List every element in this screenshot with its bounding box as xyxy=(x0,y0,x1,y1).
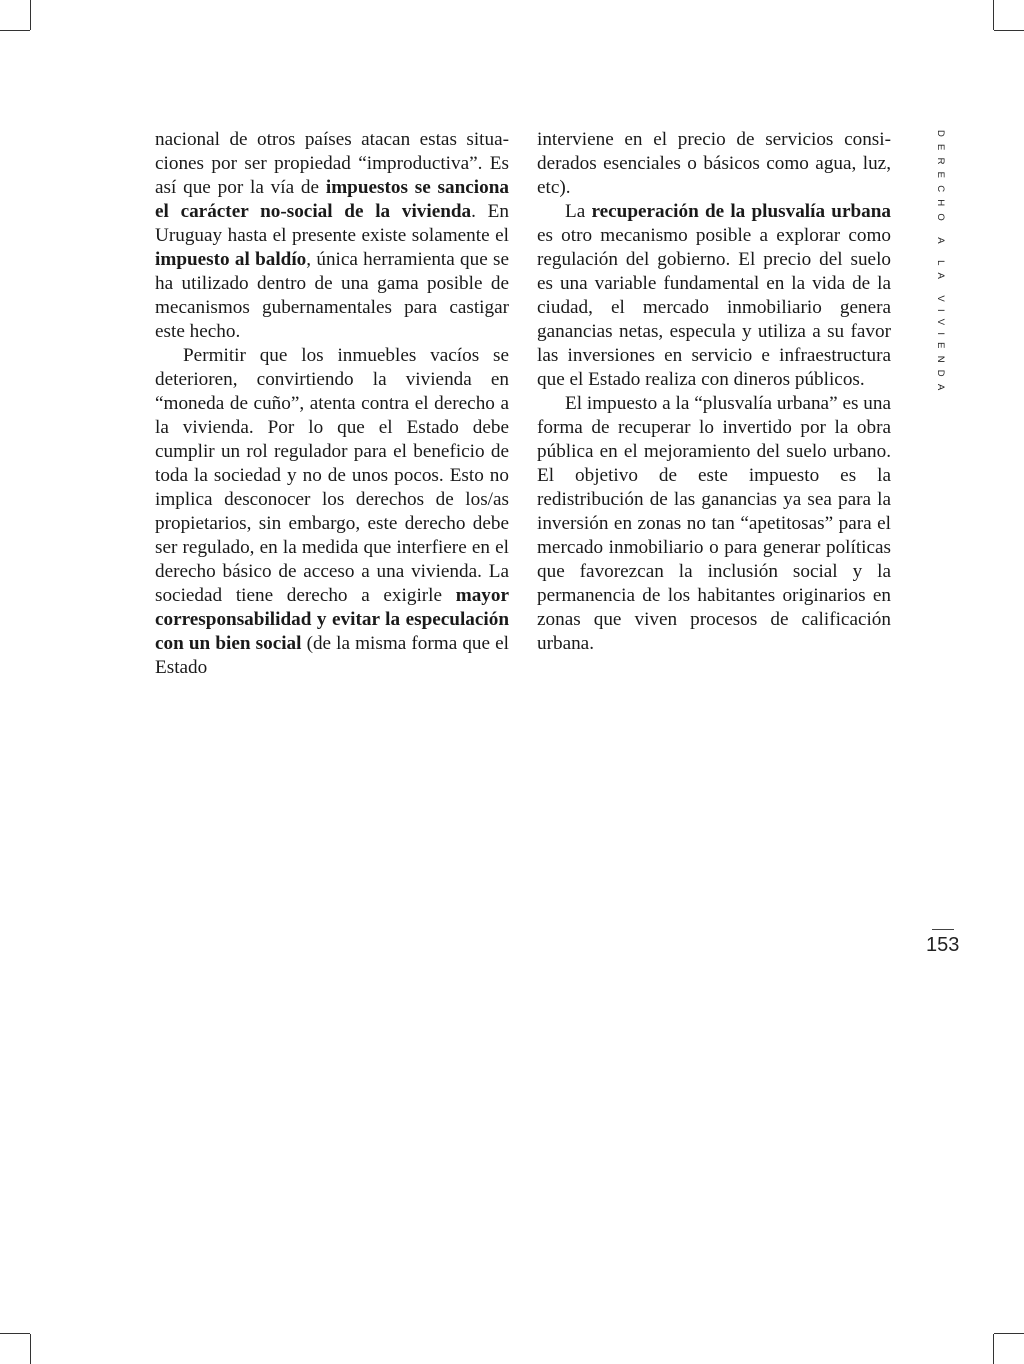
crop-mark-bottom-left-vertical xyxy=(30,1334,31,1364)
crop-mark-top-right-vertical xyxy=(993,0,994,30)
text-run: El impuesto a la “plusvalía urbana” es una forma de recuperar lo invertido por la obra pública en el mejoramiento del suelo urbano. El objetivo de este impuesto es la redistribución de las ganancias ya sea para la inversión en zonas no tan “apetitosas” para el mercado inmobiliario o para generar políticas que favorezcan la inclusión social y la permanencia de los habitantes originarios en zonas que viven procesos de calificación urbana. xyxy=(537,393,891,654)
text-run: . En Uruguay hasta el presente existe solamente el xyxy=(155,201,509,246)
text-run: es otro mecanismo posible a explorar como regulación del gobierno. El precio del suelo es una variable fundamental en la vida de la ciudad, el mercado inmobiliario genera ganancias netas, especula y utiliza a su favor las inversiones en servicio e infraestructura que el Estado realiza con dineros públicos. xyxy=(537,225,891,390)
page-number-rule xyxy=(932,929,954,930)
page-number: 153 xyxy=(926,934,960,956)
crop-mark-top-left-vertical xyxy=(30,0,31,30)
crop-mark-bottom-right-vertical xyxy=(993,1334,994,1364)
paragraph xyxy=(537,128,891,200)
text-run: , única herramienta que se ha utilizado dentro de una gama posible de mecanismos gubernamentales para castigar este hecho. xyxy=(155,249,509,342)
bold-text: impuestos se sanciona el carácter no-social de la vivienda xyxy=(155,177,509,222)
text-run: interviene en el precio de servicios considerados esenciales o básicos como agua, luz, etc). xyxy=(537,129,891,198)
paragraph xyxy=(537,200,891,392)
crop-mark-bottom-right-horizontal xyxy=(994,1333,1024,1334)
bold-text: recuperación de la plusvalía urbana xyxy=(591,201,891,222)
left-column xyxy=(155,128,509,680)
paragraph xyxy=(155,128,509,344)
crop-mark-bottom-left-horizontal xyxy=(0,1333,30,1334)
crop-mark-top-left-horizontal xyxy=(0,30,30,31)
text-run: La xyxy=(565,201,592,222)
text-run: nacional de otros países atacan estas situaciones por ser propiedad “improductiva”. Es así que por la vía de xyxy=(155,129,509,198)
crop-mark-top-right-horizontal xyxy=(994,30,1024,31)
right-column xyxy=(537,128,891,656)
text-run: Permitir que los inmuebles vacíos se deterioren, convirtiendo la vivienda en “moneda de cuño”, atenta contra el derecho a la vivienda. Por lo que el Estado debe cumplir un rol regulador para el beneficio de toda la sociedad y no de unos pocos. Esto no implica desconocer los derechos de los/as propietarios, sin embargo, este derecho debe ser regulado, en la medida que interfiere en el derecho básico de acceso a una vivienda. La sociedad tiene derecho a exigirle xyxy=(155,345,509,606)
text-run: (de la misma forma que el Estado xyxy=(155,633,509,678)
paragraph xyxy=(155,344,509,680)
running-head: DERECHO A LA VIVIENDA xyxy=(935,130,946,398)
bold-text: mayor corresponsabilidad y evitar la especulación con un bien social xyxy=(155,585,509,654)
bold-text: impuesto al baldío xyxy=(155,249,307,270)
paragraph xyxy=(537,392,891,656)
